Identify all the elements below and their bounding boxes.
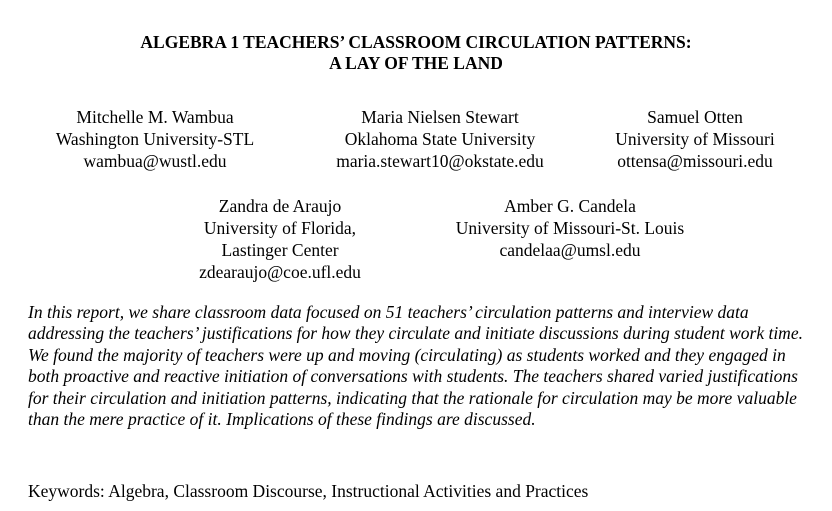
author-email: ottensa@missouri.edu <box>617 151 773 171</box>
author-name: Amber G. Candela <box>504 196 636 216</box>
author-name: Maria Nielsen Stewart <box>361 107 519 127</box>
author-name: Mitchelle M. Wambua <box>76 107 234 127</box>
paper-title-line-1: ALGEBRA 1 TEACHERS’ CLASSROOM CIRCULATION PATTERNS: <box>140 32 692 52</box>
author-block-de-araujo <box>175 195 385 283</box>
author-affiliation-line-1: University of Florida, <box>203 218 357 238</box>
author-email: wambua@wustl.edu <box>83 151 227 171</box>
author-name: Zandra de Araujo <box>218 196 342 216</box>
author-block-wambua <box>30 106 280 172</box>
author-affiliation-line-2: Lastinger Center <box>221 240 339 260</box>
author-name: Samuel Otten <box>647 107 743 127</box>
abstract: In this report, we share classroom data focused on 51 teachers’ circulation patterns and interview data addressing the teachers’ justifications for how they circulate and initiate discussions during student work time. We found the majority of teachers were up and moving (circulating) as students worked and they engaged in both proactive and reactive initiation of conversations with students. The teachers shared varied justifications for their circulation and initiation patterns, indicating that the rationale for circulation may be more valuable than the mere practice of it. Implications of these findings are discussed. <box>28 302 803 430</box>
author-affiliation: Washington University-STL <box>55 129 255 149</box>
author-block-otten <box>590 106 800 172</box>
author-affiliation: University of Missouri <box>615 129 775 149</box>
keywords: Keywords: Algebra, Classroom Discourse, Instructional Activities and Practices <box>28 481 589 501</box>
paper-title-line-2: A LAY OF THE LAND <box>329 53 503 73</box>
author-email: candelaa@umsl.edu <box>499 240 641 260</box>
author-affiliation: University of Missouri-St. Louis <box>455 218 685 238</box>
author-email: zdearaujo@coe.ufl.edu <box>199 262 361 282</box>
author-affiliation: Oklahoma State University <box>344 129 536 149</box>
paper-title <box>0 32 832 74</box>
author-email: maria.stewart10@okstate.edu <box>336 151 544 171</box>
author-block-candela <box>420 195 720 261</box>
author-block-stewart <box>310 106 570 172</box>
